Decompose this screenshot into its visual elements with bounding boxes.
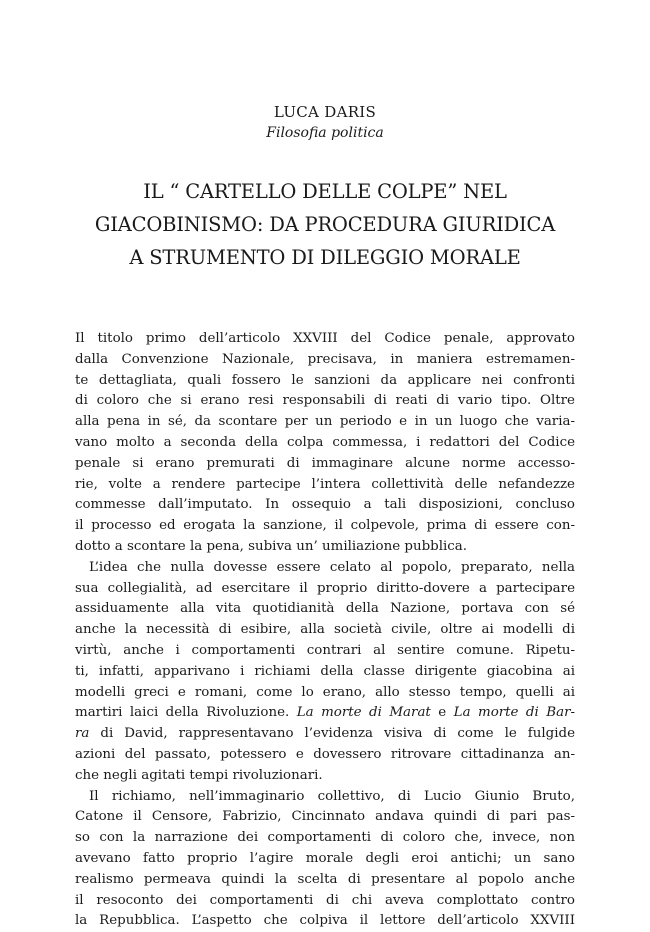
artwork-title: ra: [75, 726, 90, 742]
body-line: ti, infatti, apparivano i richiami della classe dirigente giacobina ai: [75, 663, 575, 679]
body-text: martiri laici della Rivoluzione.: [75, 705, 297, 721]
body-line: commesse dall’imputato. In ossequio a tali disposizioni, concluso: [75, 497, 575, 513]
author-name: LUCA DARIS: [273, 103, 377, 121]
body-line: che negli agitati tempi rivoluzionari.: [75, 767, 323, 783]
body-line: te dettagliata, quali fossero le sanzioni da applicare nei confronti: [75, 372, 575, 388]
artwork-title: La morte di Bar-: [453, 705, 576, 721]
body-line: Catone il Censore, Fabrizio, Cincinnato andava quindi di pari pas-: [75, 809, 575, 825]
body-line: [75, 724, 575, 745]
discipline-label: Filosofia politica: [266, 125, 384, 141]
body-line: [75, 703, 575, 724]
body-line: sua collegialità, ad esercitare il proprio diritto-dovere a partecipare: [75, 580, 575, 596]
body-line: Il titolo primo dell’articolo XXVIII del Codice penale, approvato: [75, 331, 575, 346]
body-line: vano molto a seconda della colpa commessa, i redattori del Codice: [75, 434, 575, 450]
body-line: il processo ed erogata la sanzione, il colpevole, prima di essere con-: [75, 518, 575, 534]
body-line: la Repubblica. L’aspetto che colpiva il lettore dell’articolo XXVIII: [75, 913, 575, 929]
article-title: [60, 175, 590, 274]
body-line: azioni del passato, potessero e dovessero ritrovare cittadinanza an-: [75, 746, 575, 762]
body-line: modelli greci e romani, come lo erano, allo stesso tempo, quelli ai: [75, 684, 575, 700]
title-line: IL “ CARTELLO DELLE COLPE” NEL: [143, 180, 507, 203]
body-line: realismo permeava quindi la scelta di presentare al popolo anche: [75, 871, 575, 887]
body-line: anche la necessità di esibire, alla società civile, oltre ai modelli di: [75, 622, 575, 638]
body-line: so con la narrazione dei comportamenti di coloro che, invece, non: [75, 830, 575, 846]
artwork-title: La morte di Marat: [296, 705, 431, 721]
body-text: e: [430, 705, 454, 721]
title-line: A STRUMENTO DI DILEGGIO MORALE: [129, 246, 521, 269]
body-line: il resoconto dei comportamenti di chi aveva complottato contro: [75, 892, 575, 908]
body-line: assiduamente alla vita quotidianità della Nazione, portava con sé: [75, 601, 575, 617]
body-line: virtù, anche i comportamenti contrari al sentire comune. Ripetu-: [75, 642, 575, 658]
body-line: penale si erano premurati di immaginare alcune norme accesso-: [75, 455, 575, 471]
body-line: dalla Convenzione Nazionale, precisava, in maniera estremamen-: [75, 351, 575, 367]
body-line: Il richiamo, nell’immaginario collettivo, di Lucio Giunio Bruto,: [89, 788, 575, 804]
body-line: rie, volte a rendere partecipe l’intera collettività delle nefandezze: [75, 476, 575, 492]
article-body: [75, 329, 575, 932]
body-line: dotto a scontare la pena, subiva un’ umiliazione pubblica.: [75, 538, 468, 554]
body-line: alla pena in sé, da scontare per un periodo e in un luogo che varia-: [75, 414, 575, 430]
body-line: di coloro che si erano resi responsabili di reati di vario tipo. Oltre: [75, 393, 575, 409]
title-line: GIACOBINISMO: DA PROCEDURA GIURIDICA: [94, 213, 556, 236]
body-line: L’idea che nulla dovesse essere celato al popolo, preparato, nella: [89, 559, 575, 575]
body-line: avevano fatto proprio l’agire morale degli eroi antichi; un sano: [75, 850, 575, 866]
body-text: di David, rappresentavano l’evidenza visiva di come le fulgide: [89, 726, 575, 742]
